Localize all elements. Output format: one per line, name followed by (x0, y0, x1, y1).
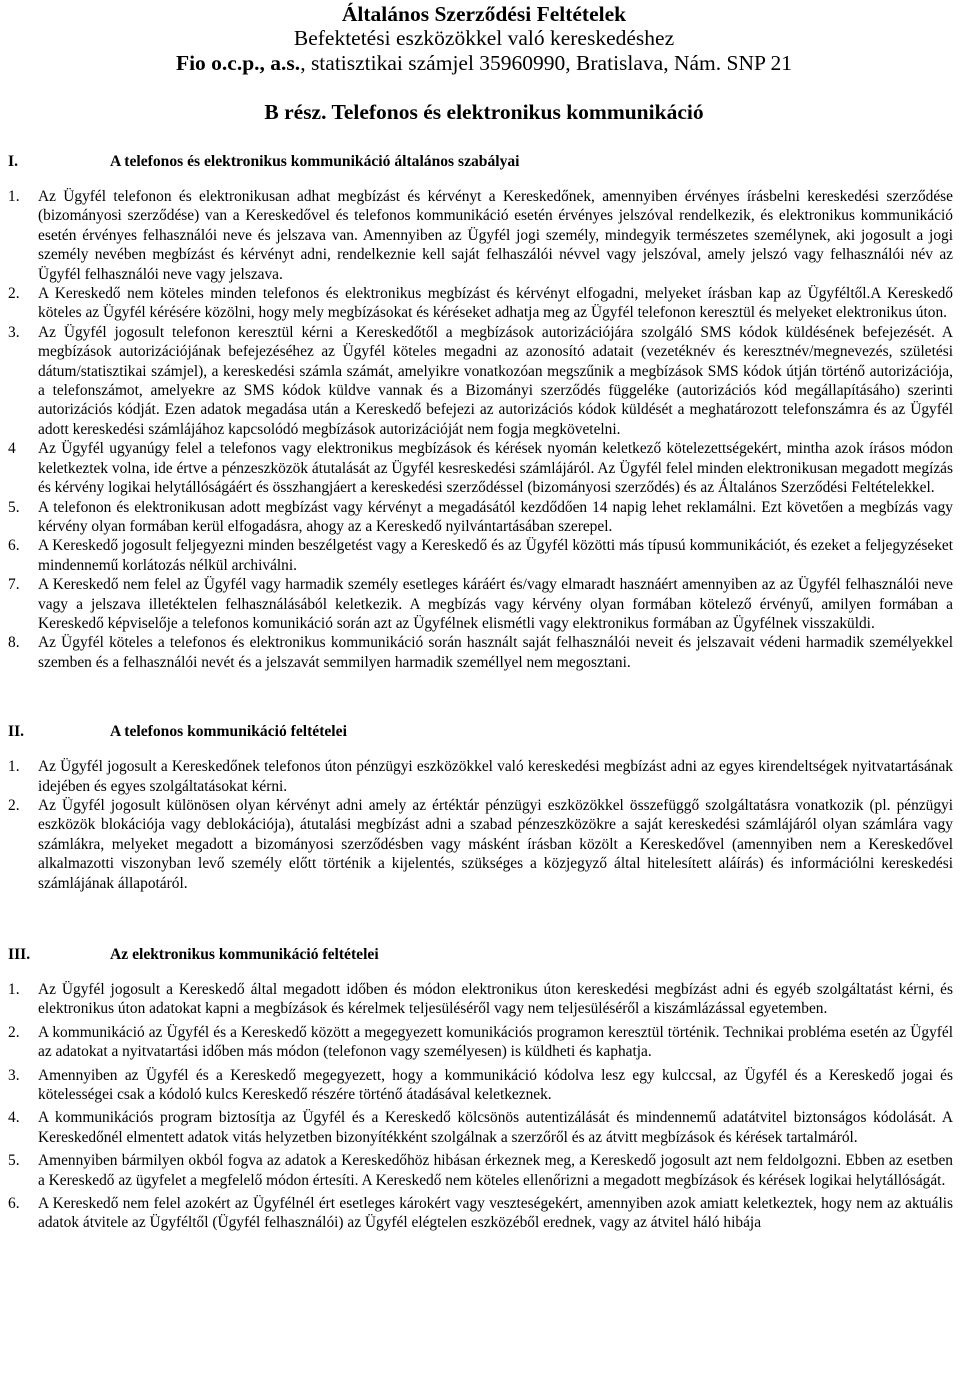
list-item (0, 1023, 960, 1062)
list-item (0, 796, 960, 893)
item-text: Az Ügyfél telefonon és elektronikusan adhat megbízást és kérvényt a Kereskedőnek, amennyiben érvényes írásbelni kereskedési szerződése (bizományosi szerződése) van a Kereskedővel és telefonos kommunikáció esetén érvényes jelszóval rendelkezik, és elektronikus kommunikáció esetén érvényes felhasználói neve és jelszava van. Amennyiben az Ügyfél jogi személy, mindegyik természetes személynek, aki jogosult a jogi személy nevében megbízást és kérvényt adni, rendelkeznie kell saját felhaszálói névvel vagy jelszóval, amely jelszó vagy felhasználói név az Ügyfél felhasználói neve vagy jelszava. (38, 188, 953, 283)
section-number: II. (8, 723, 25, 741)
list-item (0, 439, 960, 497)
list-item (0, 536, 960, 575)
list-item (0, 757, 960, 796)
item-number: 5. (8, 1152, 20, 1170)
item-number: 1. (8, 188, 20, 205)
item-text: A Kereskedő nem felel azokért az Ügyfélnél ért esetleges károkért vagy veszteségekért, amennyiben azok amiatt keletkeztek, hogy nem az aktuális adatok átvitele az Ügyféltől (Ügyfél felhasználói) az Ügyfél elégtelen eszközéből erednek, vagy az átvitel háló hibája (38, 1195, 953, 1232)
list-item (0, 575, 960, 633)
part-title: B rész. Telefonos és elektronikus kommunikáció (264, 100, 704, 124)
item-text: Az Ügyfél jogosult telefonon keresztül kérni a Kereskedőtől a megbízások autorizációjára szolgáló SMS kódok küldésének befejezését. A megbízások autorizációjának befejezéséhez az Ügyfél köteles megadni az azonosító adatait (vezetéknév és keresztnév/megnevezés, születési dátum/statisztikai számjel), a kereskedési számla számát, amelyikre vonatkozóan megszűnik a megbízások SMS kódok útján történő autorizációja, a telefonszámot, amelyekre az SMS kódok küldve vannak és a Bizományi szerződés függeléke (autorizációs kód megállapításáho) szerinti autorizációs kódját. Ezen adatok megadása után a Kereskedő befejezi az autorizációs kódok küldését a meghatározott telefonszámra és az Ügyfél adott kereskedési számlájához kapcsolódó megbízások autorizációját nem fogja megkövetelni. (38, 323, 953, 438)
section-heading (0, 945, 960, 965)
item-number: 3. (8, 1066, 20, 1084)
list-item (0, 187, 960, 284)
list-item (0, 1066, 960, 1105)
item-number: 5. (8, 498, 20, 516)
document-subtitle: Befektetési eszközökkel való kereskedéshez (293, 26, 675, 50)
item-number: 1. (8, 981, 20, 998)
list-item (0, 980, 960, 1019)
item-number: 7. (8, 576, 20, 594)
section-title: A telefonos kommunikáció feltételei (110, 723, 347, 741)
section-title: Az elektronikus kommunikáció feltételei (110, 946, 379, 963)
item-text: A kommunikációs program biztosítja az Ügyfél és a Kereskedő kölcsönös autentizálását és mindennemű adatátvitel biztonságos kódolását. A Kereskedőnél elmentett adatok vitás helyzetben bizonyítékként szolgálnak a szerzőről és az átvitt megbízások és kérések tartalmáról. (38, 1109, 953, 1146)
item-number: 6. (8, 537, 20, 555)
item-number: 6. (8, 1195, 20, 1213)
item-text: Az Ügyfél jogosult a Kereskedőnek telefonos úton pénzügyi eszközökkel való kereskedési megbízást adni az egyes kirendeltségek nyitvatartásának idejében és egyes szolgáltatásokat kérni. (38, 758, 953, 795)
list-item (0, 1194, 960, 1233)
item-text: Az Ügyfél köteles a telefonos és elektronikus kommunikáció során használt saját felhasználói neveit és jelszavait védeni harmadik személyekkel szemben és a felhasználói nevét és a jelszavát semmilyen harmadik személlyel nem megosztani. (38, 634, 953, 671)
item-number: 4. (8, 1109, 20, 1127)
item-text: Amennyiben az Ügyfél és a Kereskedő megegyezett, hogy a kommunikáció kódolva lesz egy kulccsal, az Ügyfél és a Kereskedő jogai és kötelességei csak a kódoló kulcs Kereskedő részére történő átadásával keletkeznek. (38, 1066, 953, 1104)
list-item (0, 323, 960, 439)
item-number: 3. (8, 323, 20, 341)
section-item-list (0, 980, 960, 1233)
item-text: Az Ügyfél ugyanúgy felel a telefonos vagy elektronikus megbízások és kérések nyomán keletkező kötelezettségekért, mintha azok írásos módon keletkeztek volna, ide értve a pénzeszközök átutalását az Ügyfél kesreskedési számlájáról. Az Ügyfél felel minden elektronikusan megadott megízás és kérvény logikai helytállóságáért és összhangjáert a kereskedési szerződéssel (bizományosi szerződés) és az Általános Szerződési Feltételekkel. (38, 440, 953, 497)
section-item-list (0, 757, 960, 893)
item-text: A telefonon és elektronikusan adott megbízást vagy kérvényt a megadásától kezdődően 14 napig lehet reklamálni. Ezt követően a megbízás vagy kérvény olyan formában kerül elfogadásra, ahogy az a Kereskedő nyilvántartásában szerepel. (38, 498, 953, 535)
item-text: Amennyiben bármilyen okból fogva az adatok a Kereskedőhöz hibásan érkeznek meg, a Kereskedő jogosult azt nem feldolgozni. Ebben az esetben a Kereskedő az ügyfelet a megfelelő módon értesíti. A Kereskedő nem köteles ellenőrizni a megadott megbízások és kérések logikai helytállóságát. (38, 1152, 953, 1189)
section-number: III. (8, 946, 31, 963)
list-item (0, 498, 960, 537)
company-details: , statisztikai számjel 35960990, Bratislava, Nám. SNP 21 (300, 51, 793, 75)
company-name: Fio o.c.p., a.s. (175, 51, 301, 75)
item-text: A Kereskedő nem felel az Ügyfél vagy harmadik személy esetleges káráért és/vagy elmaradt hasznáért amennyiben az az Ügyfél felhasználói neve vagy a jelszava illetéktelen felhasználásából keletkezik. A megbízás vagy kérvény olyan formában kötelező érvényű, amilyen formában a Kereskedő képviselője a telefonos komunikáció során azt az Ügyfélnek elismétli vagy elektronikus formában az Ügyfélnek visszaküldi. (38, 576, 953, 632)
list-item (0, 284, 960, 323)
item-text: A kommunikáció az Ügyfél és a Kereskedő között a megegyezett komunikációs programon keresztül történik. Technikai probléma esetén az Ügyfél az adatokat a nyitvatartási időben más módon (telefonon vagy személyesen) is küldheti és kaphatja. (38, 1023, 953, 1061)
item-text: Az Ügyfél jogosult különösen olyan kérvényt adni amely az értéktár pénzügyi eszközökkel összefüggő szolgáltatásra vonatkozik (pl. pénzügyi eszközök blokációja vagy deblokációja), átutalási megbízást adni a szabad pénzeszközökre a saját kereskedési számlájáról olyan számlára vagy számlákra, melyeket megadott a bizományosi szerződésben vagy másként írásban közölt a Kereskedővel (amennyiben nem a Kereskedővel alkalmazotti viszonyban levő személy előtt történik a kijelentés, szükséges a közjegyző által hitelesített aláírás) és információlni kereskedési számlájának állapotáról. (38, 796, 953, 892)
item-number: 2. (8, 796, 20, 814)
section-heading (0, 722, 960, 742)
item-number: 8. (8, 634, 20, 652)
section-number: I. (8, 153, 18, 170)
item-text: A Kereskedő nem köteles minden telefonos és elektronikus megbízást és kérvényt elfogadni, melyeket írásban kap az Ügyféltől.A Kereskedő köteles az Ügyfél kérésére közölni, hogy mely megbízásokat és kéréseket adhatja meg az Ügyfél telefonon keresztül és melyeket elektronikus úton. (38, 285, 953, 322)
item-number: 4 (8, 440, 16, 458)
item-number: 1. (8, 758, 20, 776)
section-title: A telefonos és elektronikus kommunikáció általános szabályai (110, 153, 520, 170)
item-number: 2. (8, 285, 20, 303)
item-text: A Kereskedő jogosult feljegyezni minden beszélgetést vagy a Kereskedő és az Ügyfél közötti más típusú kommunikációt, és ezeket a feljegyzéseket mindennemű korlátozás nélkül archiválni. (38, 537, 953, 574)
list-item (0, 1151, 960, 1190)
list-item (0, 1108, 960, 1147)
document-title: Általános Szerződési Feltételek (341, 2, 627, 26)
item-number: 2. (8, 1023, 20, 1041)
document-header (8, 0, 960, 124)
company-line (8, 50, 960, 76)
section-item-list (0, 187, 960, 672)
item-text: Az Ügyfél jogosult a Kereskedő által megadott időben és módon elektronikus úton kereskedési megbízást adni és egyéb szolgáltatást kérni, és elektronikus úton adatokat kapni a megbízások és kérelmek teljesüléséről vagy nem teljesüléséről a kiszámlázással egyetemben. (38, 981, 953, 1018)
section-heading (0, 152, 960, 172)
list-item (0, 633, 960, 672)
